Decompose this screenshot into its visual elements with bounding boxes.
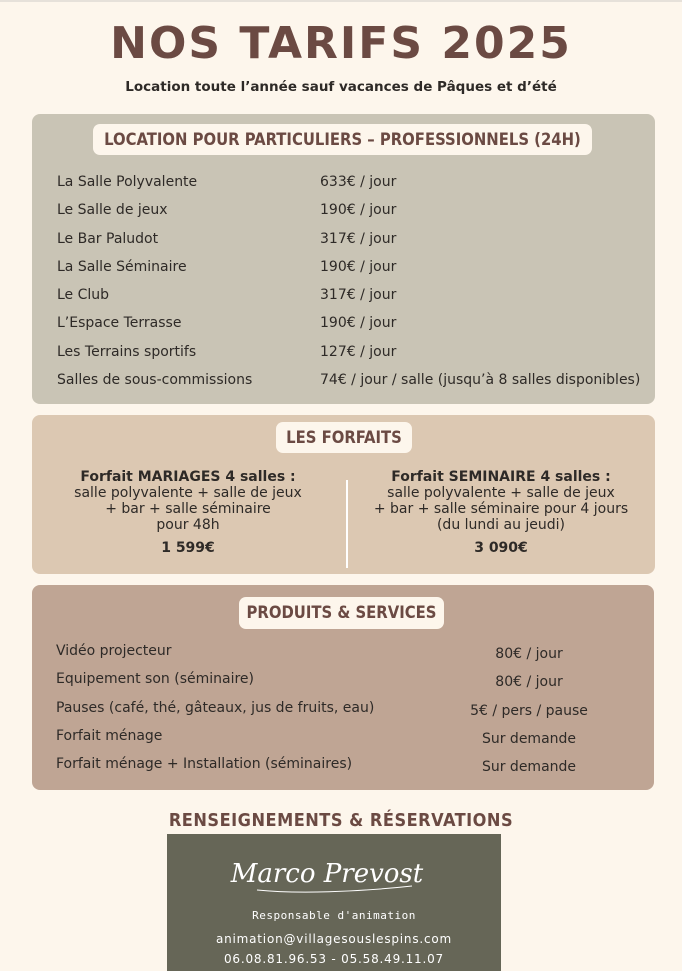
page-title: NOS TARIFS 2025 <box>110 18 572 69</box>
page-subtitle: Location toute l’année sauf vacances de Pâques et d’été <box>125 79 557 95</box>
package-line: pour 48h <box>156 517 220 533</box>
contact-email[interactable]: animation@villagesouslespins.com <box>215 932 453 946</box>
rental-price: 317€ / jour <box>320 231 397 247</box>
package-title: Forfait MARIAGES 4 salles : <box>80 469 296 485</box>
package-line: salle polyvalente + salle de jeux <box>387 485 615 501</box>
package-line: + bar + salle séminaire pour 4 jours <box>373 501 629 517</box>
rental-price: 633€ / jour <box>320 174 397 190</box>
packages-heading: LES FORFAITS <box>276 422 412 453</box>
package-price: 3 090€ <box>474 540 528 556</box>
rental-price: 190€ / jour <box>320 315 397 331</box>
rental-price: 190€ / jour <box>320 202 397 218</box>
service-price: 80€ / jour <box>495 674 563 690</box>
rental-label: Les Terrains sportifs <box>57 344 197 360</box>
package-seminar <box>356 469 646 556</box>
rental-price: 317€ / jour <box>320 287 397 303</box>
contact-card <box>167 834 501 971</box>
contact-role: Responsable d'animation <box>252 909 416 922</box>
service-price: Sur demande <box>481 759 577 775</box>
contact-phone[interactable]: 06.08.81.96.53 - 05.58.49.11.07 <box>224 952 444 966</box>
rental-label: L’Espace Terrasse <box>57 315 182 331</box>
services-heading: PRODUITS & SERVICES <box>239 597 444 629</box>
rental-label: Le Bar Paludot <box>57 231 159 247</box>
service-label: Equipement son (séminaire) <box>56 671 255 687</box>
rental-label: Salles de sous-commissions <box>57 372 253 388</box>
top-border <box>0 0 682 2</box>
package-wedding <box>42 469 334 556</box>
rental-price: 190€ / jour <box>320 259 397 275</box>
service-price: 5€ / pers / pause <box>470 703 588 719</box>
rental-label: La Salle Polyvalente <box>57 174 198 190</box>
package-title: Forfait SEMINAIRE 4 salles : <box>391 469 611 485</box>
rental-label: Le Club <box>57 287 110 303</box>
service-label: Forfait ménage + Installation (séminaires) <box>56 756 353 772</box>
rentals-heading: LOCATION POUR PARTICULIERS – PROFESSIONNELS (24H) <box>93 124 592 155</box>
signature-image <box>227 842 427 902</box>
service-label: Vidéo projecteur <box>56 643 172 659</box>
package-line: salle polyvalente + salle de jeux <box>74 485 302 501</box>
rental-price: 127€ / jour <box>320 344 397 360</box>
service-label: Pauses (café, thé, gâteaux, jus de fruits, eau) <box>56 700 375 716</box>
signature-text: Marco Prevost <box>230 859 424 889</box>
package-price: 1 599€ <box>161 540 215 556</box>
package-line: (du lundi au jeudi) <box>436 517 566 533</box>
rental-label: La Salle Séminaire <box>57 259 187 275</box>
service-price: Sur demande <box>481 731 577 747</box>
rental-price: 74€ / jour / salle (jusqu’à 8 salles disponibles) <box>320 372 641 388</box>
rental-label: Le Salle de jeux <box>57 202 168 218</box>
service-price: 80€ / jour <box>495 646 563 662</box>
service-label: Forfait ménage <box>56 728 163 744</box>
packages-divider <box>346 480 348 568</box>
contact-heading: RENSEIGNEMENTS & RÉSERVATIONS <box>168 810 514 831</box>
package-line: + bar + salle séminaire <box>105 501 271 517</box>
